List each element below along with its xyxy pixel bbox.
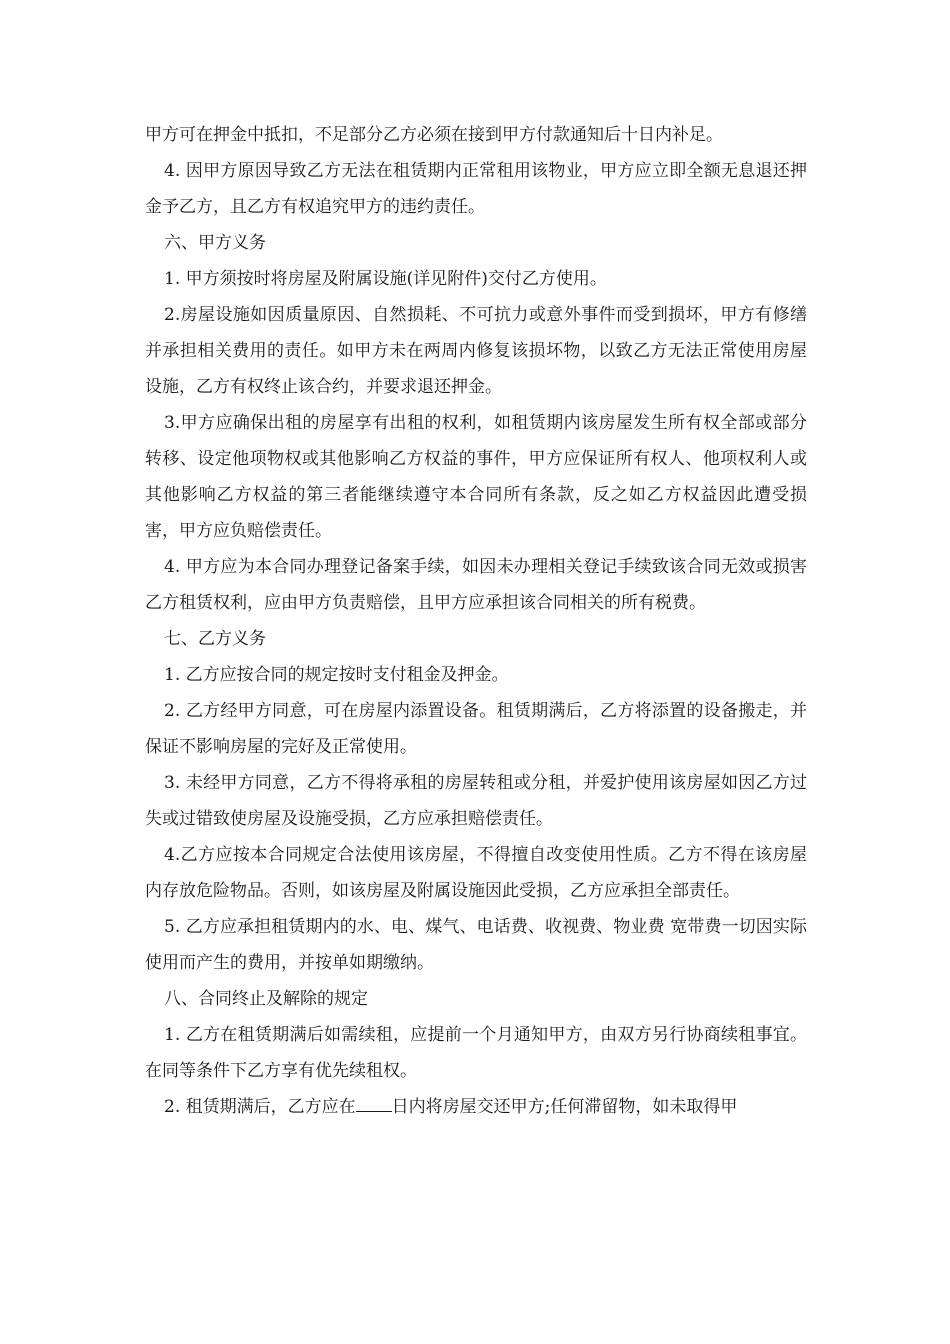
paragraph-text-before-blank: 2. 租赁期满后，乙方应在: [164, 1097, 356, 1117]
paragraph: 八、合同终止及解除的规定: [164, 989, 368, 1009]
fill-in-blank: [356, 1097, 392, 1112]
paragraph: 1. 乙方应按合同的规定按时支付租金及押金。: [164, 665, 509, 685]
paragraph-return-premises: [145, 1089, 807, 1125]
paragraph: 5. 乙方应承担租赁期内的水、电、煤气、电话费、收视费、物业费 宽带费一切因实际使用而产生的费用，并按单如期缴纳。: [145, 917, 807, 973]
paragraph: 3. 未经甲方同意，乙方不得将承租的房屋转租或分租，并爱护使用该房屋如因乙方过失或过错致使房屋及设施受损，乙方应承担赔偿责任。: [145, 773, 807, 829]
paragraph: 1. 甲方须按时将房屋及附属设施(详见附件)交付乙方使用。: [164, 269, 607, 289]
paragraph: 4. 因甲方原因导致乙方无法在租赁期内正常租用该物业，甲方应立即全额无息退还押金予乙方，且乙方有权追究甲方的违约责任。: [145, 161, 807, 217]
paragraph: 2. 乙方经甲方同意，可在房屋内添置设备。租赁期满后，乙方将添置的设备搬走，并保证不影响房屋的完好及正常使用。: [145, 701, 807, 757]
paragraph: 七、乙方义务: [164, 629, 266, 649]
paragraph-text-after-blank: 日内将房屋交还甲方;任何滞留物，如未取得甲: [391, 1097, 738, 1117]
paragraph: 1. 乙方在租赁期满后如需续租，应提前一个月通知甲方，由双方另行协商续租事宜。在同等条件下乙方享有优先续租权。: [145, 1025, 807, 1081]
paragraph: 3.甲方应确保出租的房屋享有出租的权利，如租赁期内该房屋发生所有权全部或部分转移、设定他项物权或其他影响乙方权益的事件，甲方应保证所有权人、他项权利人或其他影响乙方权益的第三者能继续遵守本合同所有条款，反之如乙方权益因此遭受损害，甲方应负赔偿责任。: [145, 413, 807, 541]
paragraph: 六、甲方义务: [164, 233, 266, 253]
document-page: [145, 117, 807, 1125]
paragraph: 4.乙方应按本合同规定合法使用该房屋，不得擅自改变使用性质。乙方不得在该房屋内存放危险物品。否则，如该房屋及附属设施因此受损，乙方应承担全部责任。: [145, 845, 807, 901]
paragraph-list: [145, 117, 807, 1089]
paragraph: 2.房屋设施如因质量原因、自然损耗、不可抗力或意外事件而受到损坏，甲方有修缮并承担相关费用的责任。如甲方未在两周内修复该损坏物，以致乙方无法正常使用房屋设施，乙方有权终止该合约，并要求退还押金。: [145, 305, 807, 397]
paragraph: 甲方可在押金中抵扣，不足部分乙方必须在接到甲方付款通知后十日内补足。: [145, 125, 723, 145]
paragraph: 4. 甲方应为本合同办理登记备案手续，如因未办理相关登记手续致该合同无效或损害乙方租赁权利，应由甲方负责赔偿，且甲方应承担该合同相关的所有税费。: [145, 557, 807, 613]
